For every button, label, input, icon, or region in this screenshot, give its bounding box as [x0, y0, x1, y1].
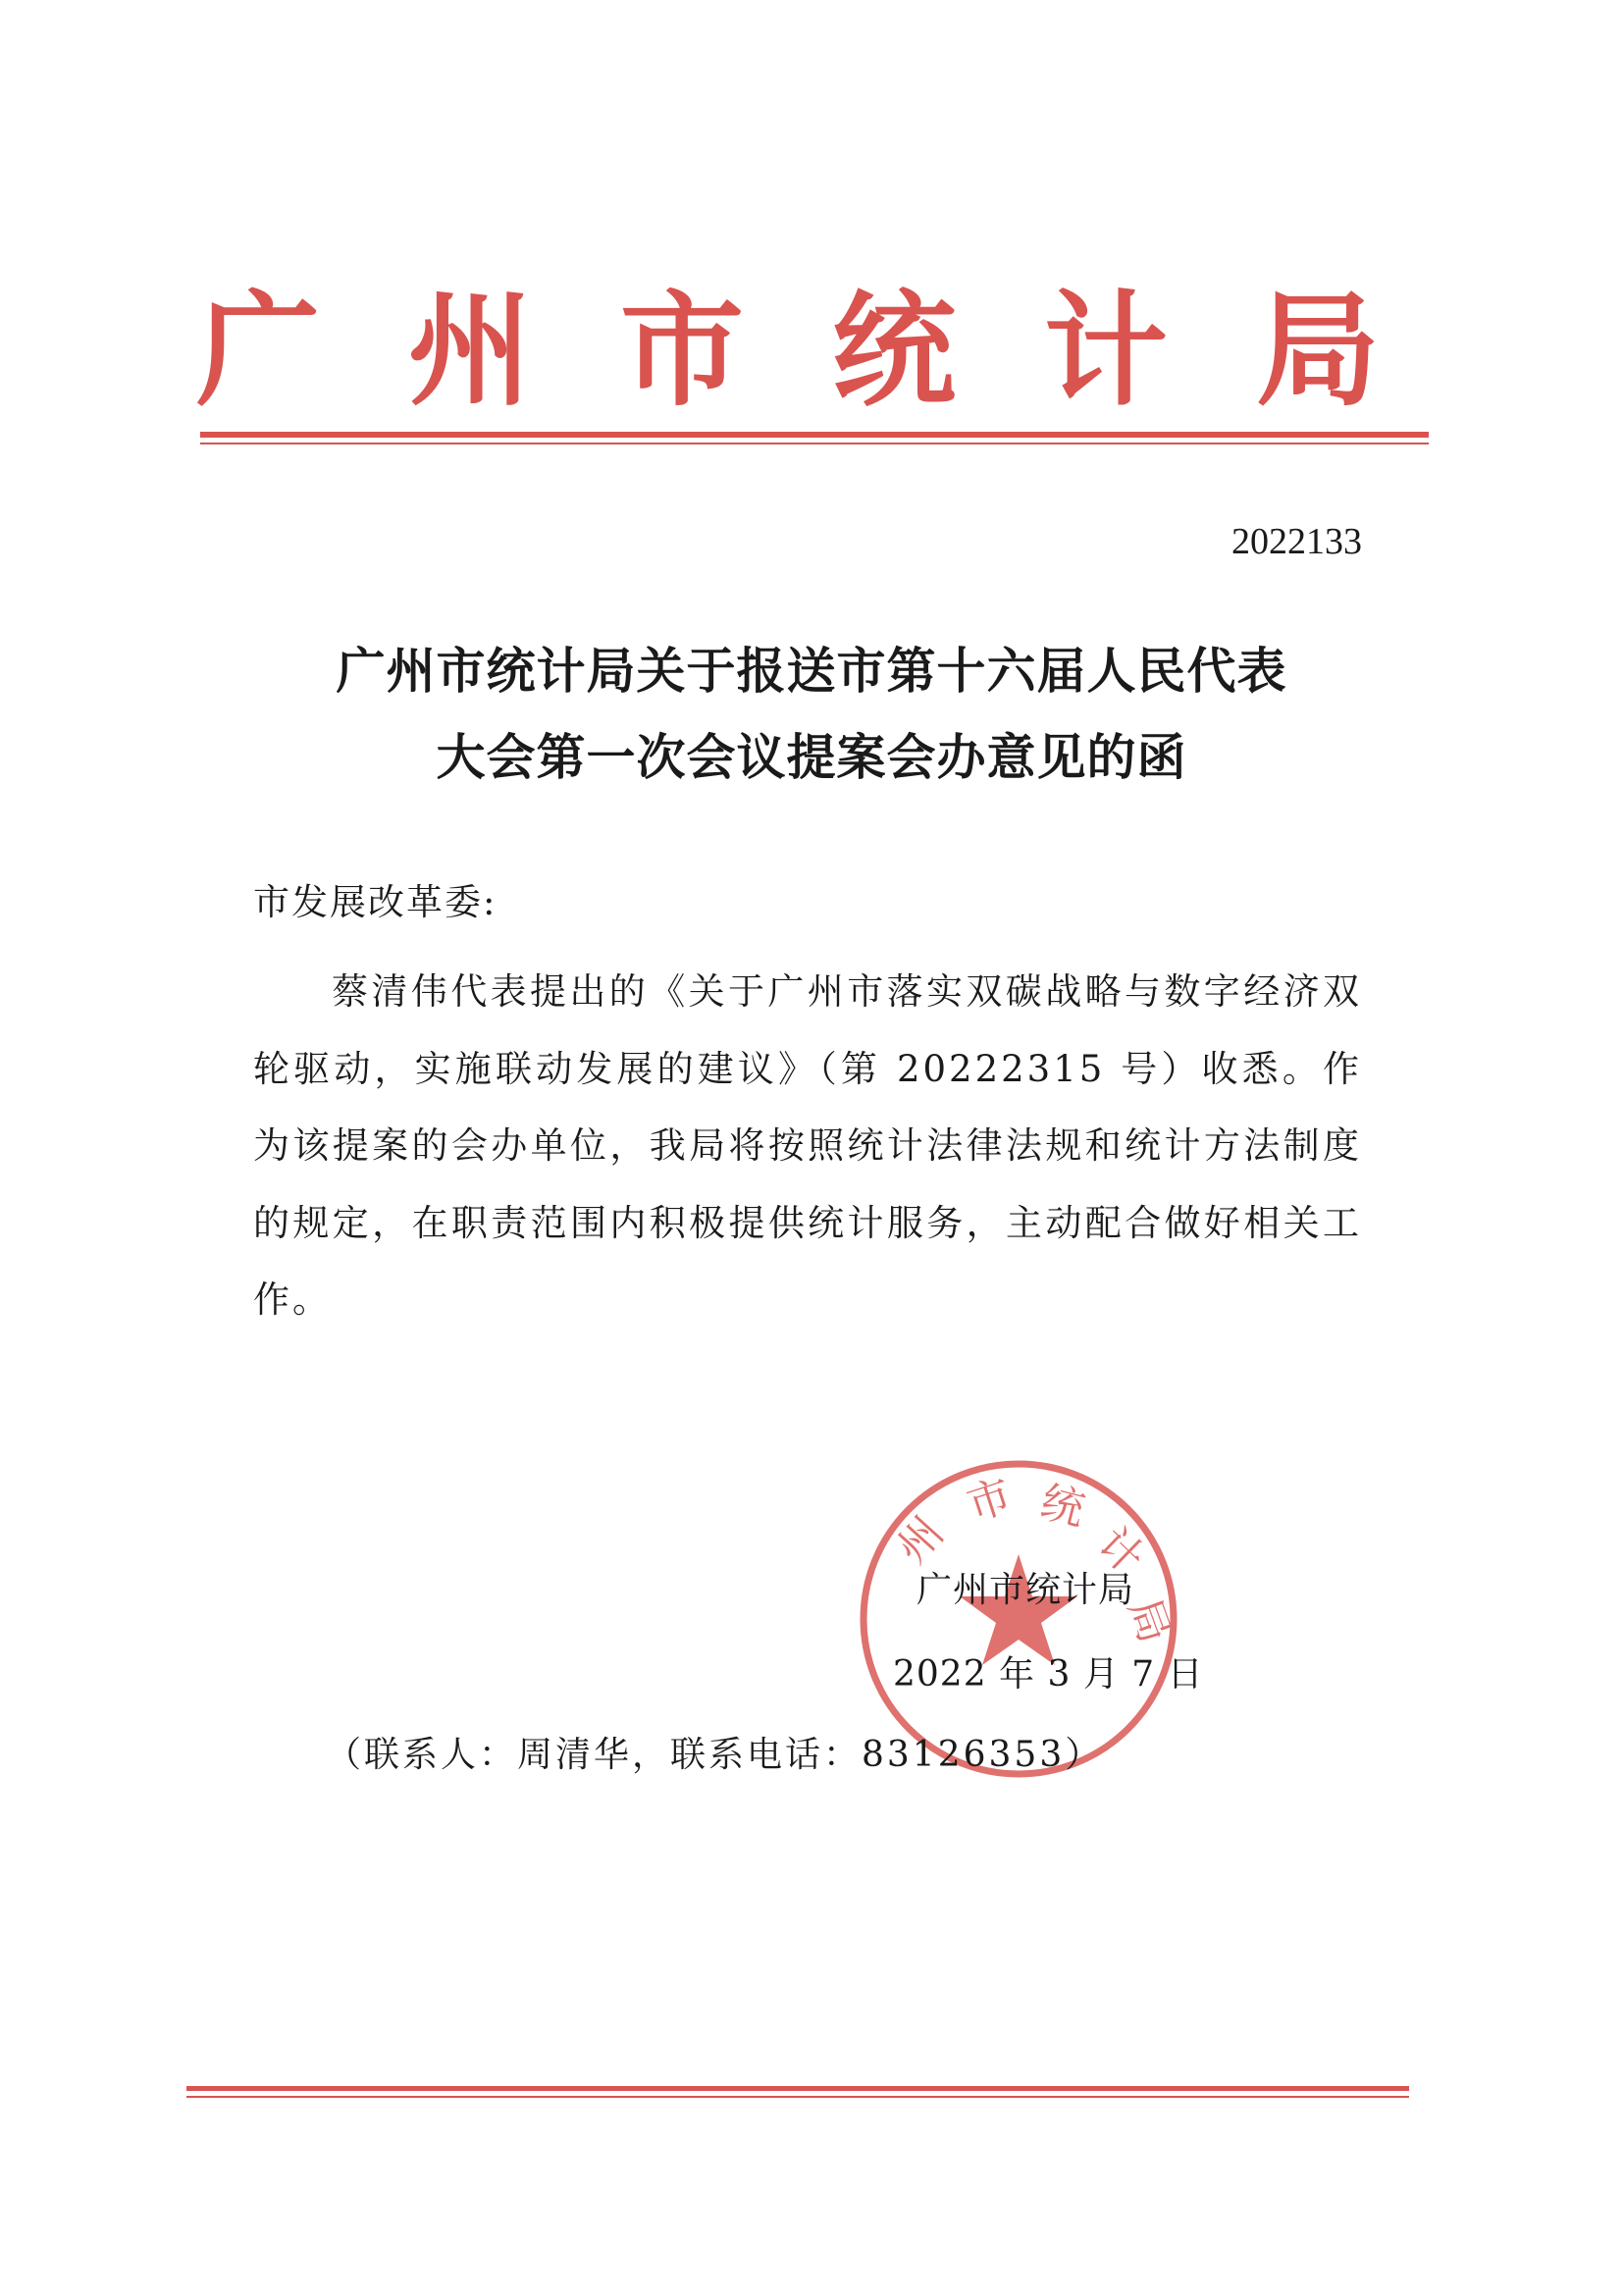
svg-text:州: 州	[887, 1507, 954, 1574]
footer-rule-thin	[186, 2096, 1409, 2098]
svg-text:局: 局	[1118, 1592, 1180, 1650]
document-title	[226, 628, 1397, 801]
svg-text:计: 计	[1087, 1518, 1154, 1585]
document-date: 2022 年 3 月 7 日	[893, 1654, 1204, 1695]
contact-info: （联系人：周清华，联系电话：83126353）	[326, 1735, 1104, 1775]
document-number: 2022133	[1231, 521, 1362, 562]
title-line-2: 大会第一次会议提案会办意见的函	[436, 728, 1187, 786]
letterhead-rule-thin	[200, 443, 1429, 444]
signature-org: 广州市统计局	[916, 1570, 1135, 1610]
footer-rule-thick	[186, 2086, 1409, 2091]
salutation: 市发展改革委:	[253, 881, 497, 923]
svg-text:统: 统	[1035, 1477, 1090, 1537]
letterhead-rule-thick	[200, 432, 1429, 438]
body-paragraph: 蔡清伟代表提出的《关于广州市落实双碳战略与数字经济双轮驱动，实施联动发展的建议》（第 20222315 号）收悉。作为该提案的会办单位，我局将按照统计法律法规和统计方法制度的规定，在职责范围内积极提供统计服务，主动配合做好相关工作。	[253, 970, 1362, 1321]
svg-text:市: 市	[961, 1470, 1019, 1532]
title-line-1: 广州市统计局关于报送市第十六届人民代表	[336, 642, 1287, 700]
letterhead-org-name: 广州市统计局	[196, 278, 1468, 423]
